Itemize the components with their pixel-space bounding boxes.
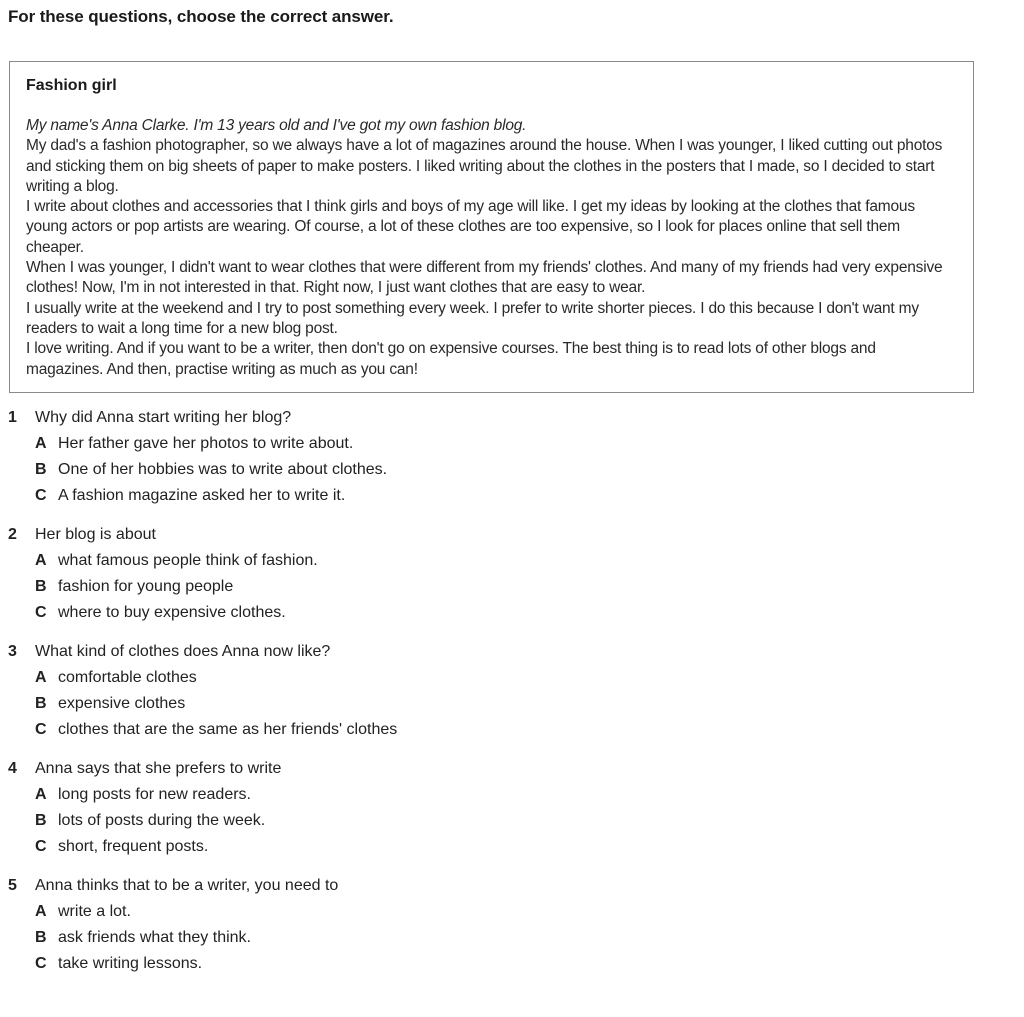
passage-paragraph: I love writing. And if you want to be a writer, then don't go on expensive courses. The best thing is to read lots of other blogs and magazines. And then, practise writing as much as you can! bbox=[26, 340, 876, 378]
option-letter: B bbox=[35, 695, 47, 712]
answer-option-3b[interactable] bbox=[8, 691, 998, 717]
option-text: lots of posts during the week. bbox=[58, 812, 266, 829]
option-letter: A bbox=[35, 786, 47, 803]
answer-option-5b[interactable] bbox=[8, 925, 998, 951]
option-text: One of her hobbies was to write about clothes. bbox=[58, 461, 388, 478]
question-2 bbox=[8, 522, 998, 626]
question-5 bbox=[8, 873, 998, 977]
answer-option-1a[interactable] bbox=[8, 431, 998, 457]
option-text: long posts for new readers. bbox=[58, 786, 251, 803]
question-text: Why did Anna start writing her blog? bbox=[35, 409, 292, 426]
option-letter: C bbox=[35, 955, 47, 972]
option-text: comfortable clothes bbox=[58, 669, 197, 686]
answer-option-2a[interactable] bbox=[8, 548, 998, 574]
answer-option-3a[interactable] bbox=[8, 665, 998, 691]
question-number: 1 bbox=[8, 409, 17, 426]
answer-option-1c[interactable] bbox=[8, 483, 998, 509]
question-number: 4 bbox=[8, 760, 17, 777]
option-text: fashion for young people bbox=[58, 578, 234, 595]
question-1 bbox=[8, 405, 998, 509]
option-text: Her father gave her photos to write about. bbox=[58, 435, 354, 452]
question-number: 2 bbox=[8, 526, 17, 543]
option-text: take writing lessons. bbox=[58, 955, 203, 972]
question-text: What kind of clothes does Anna now like? bbox=[35, 643, 331, 660]
question-list bbox=[8, 405, 998, 990]
option-text: where to buy expensive clothes. bbox=[58, 604, 286, 621]
option-letter: A bbox=[35, 435, 47, 452]
answer-option-5a[interactable] bbox=[8, 899, 998, 925]
question-stem bbox=[8, 873, 998, 899]
answer-option-3c[interactable] bbox=[8, 717, 998, 743]
option-letter: A bbox=[35, 552, 47, 569]
question-3 bbox=[8, 639, 998, 743]
option-letter: C bbox=[35, 721, 47, 738]
option-letter: B bbox=[35, 812, 47, 829]
option-letter: C bbox=[35, 487, 47, 504]
question-text: Her blog is about bbox=[35, 526, 156, 543]
option-letter: B bbox=[35, 929, 47, 946]
option-text: expensive clothes bbox=[58, 695, 186, 712]
question-text: Anna thinks that to be a writer, you need to bbox=[35, 877, 339, 894]
option-letter: C bbox=[35, 838, 47, 855]
question-number: 3 bbox=[8, 643, 17, 660]
instruction-heading: For these questions, choose the correct answer. bbox=[8, 7, 394, 26]
answer-option-2c[interactable] bbox=[8, 600, 998, 626]
option-text: short, frequent posts. bbox=[58, 838, 209, 855]
answer-option-4b[interactable] bbox=[8, 808, 998, 834]
option-text: A fashion magazine asked her to write it. bbox=[58, 487, 346, 504]
option-letter: A bbox=[35, 903, 47, 920]
answer-option-4c[interactable] bbox=[8, 834, 998, 860]
question-stem bbox=[8, 522, 998, 548]
option-text: ask friends what they think. bbox=[58, 929, 251, 946]
option-letter: B bbox=[35, 578, 47, 595]
option-text: write a lot. bbox=[58, 903, 131, 920]
question-stem bbox=[8, 756, 998, 782]
question-4 bbox=[8, 756, 998, 860]
passage-title: Fashion girl bbox=[26, 77, 117, 94]
passage-paragraph: My dad's a fashion photographer, so we always have a lot of magazines around the house. When I was younger, I liked cutting out photos and sticking them on big sheets of paper to make posters. I liked writing about the clothes in the posters that I made, so I decided to start writing a blog. bbox=[26, 137, 943, 195]
answer-option-2b[interactable] bbox=[8, 574, 998, 600]
answer-option-5c[interactable] bbox=[8, 951, 998, 977]
option-text: clothes that are the same as her friends' clothes bbox=[58, 721, 398, 738]
question-stem bbox=[8, 639, 998, 665]
option-text: what famous people think of fashion. bbox=[58, 552, 318, 569]
reading-passage bbox=[9, 61, 974, 393]
question-number: 5 bbox=[8, 877, 17, 894]
option-letter: C bbox=[35, 604, 47, 621]
passage-body bbox=[26, 116, 957, 380]
answer-option-4a[interactable] bbox=[8, 782, 998, 808]
passage-paragraph: I write about clothes and accessories that I think girls and boys of my age will like. I get my ideas by looking at the clothes that famous young actors or pop artists are wearing. Of course, a lot of these clothes are too expensive, so I look for places online that sell them cheaper. bbox=[26, 198, 915, 256]
question-text: Anna says that she prefers to write bbox=[35, 760, 282, 777]
passage-paragraph: I usually write at the weekend and I try to post something every week. I prefer to write shorter pieces. I do this because I don't want my readers to wait a long time for a new blog post. bbox=[26, 299, 919, 337]
option-letter: A bbox=[35, 669, 47, 686]
passage-intro: My name's Anna Clarke. I'm 13 years old and I've got my own fashion blog. bbox=[26, 117, 527, 134]
passage-paragraph: When I was younger, I didn't want to wear clothes that were different from my friends' clothes. And many of my friends had very expensive clothes! Now, I'm in not interested in that. Right now, I just want clothes that are easy to wear. bbox=[26, 259, 943, 297]
answer-option-1b[interactable] bbox=[8, 457, 998, 483]
question-stem bbox=[8, 405, 998, 431]
option-letter: B bbox=[35, 461, 47, 478]
